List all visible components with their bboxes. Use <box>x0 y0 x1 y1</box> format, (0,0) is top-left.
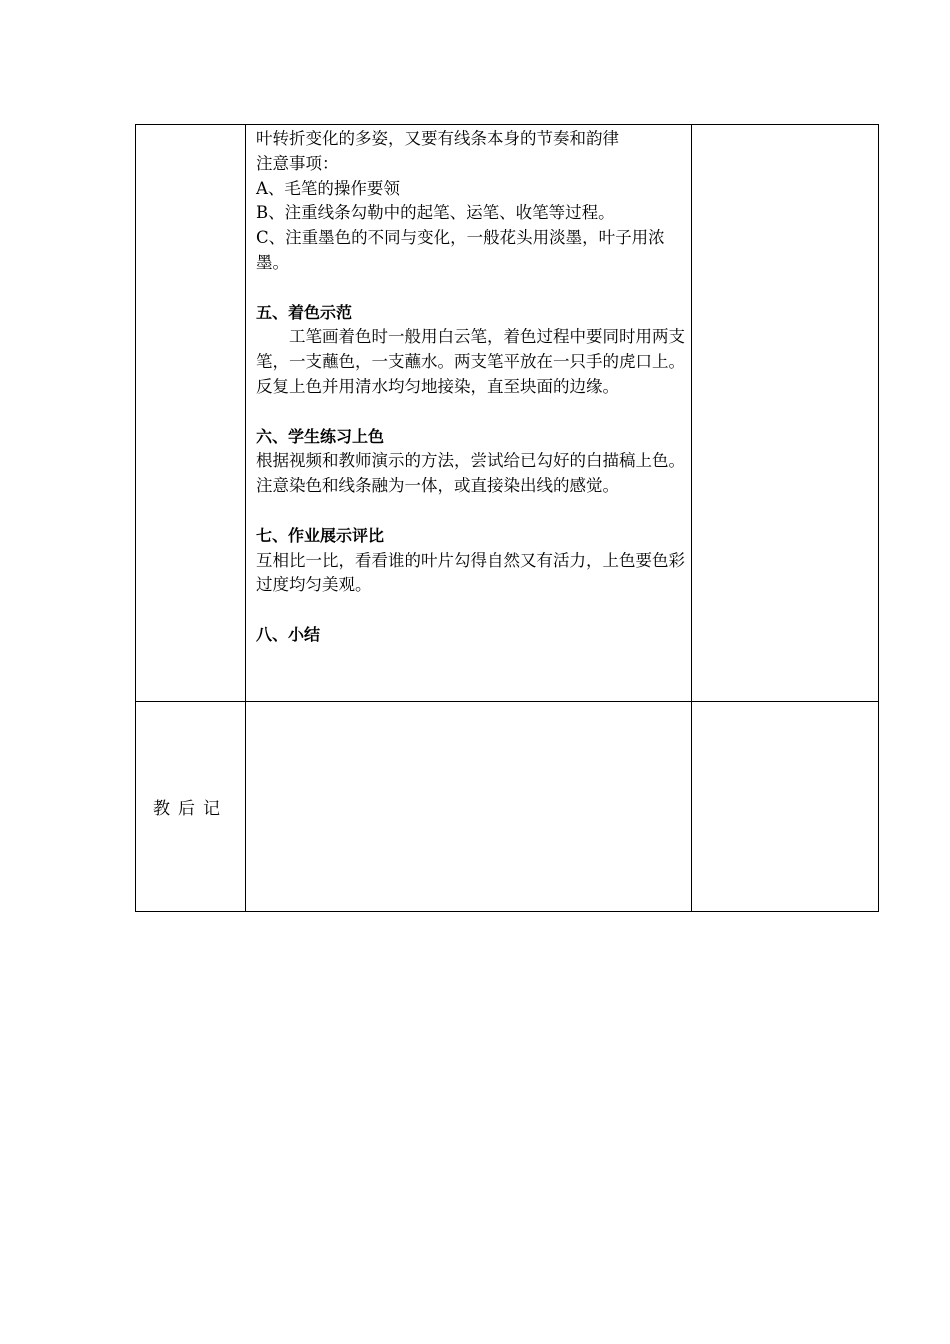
lesson-content-cell <box>246 125 692 702</box>
section-5-body: 工笔画着色时一般用白云笔，着色过程中要同时用两支笔，一支蘸色，一支蘸水。两支笔平放在一只手的虎口上。反复上色并用清水均匀地接染，直至块面的边缘。 <box>256 327 685 396</box>
content-row <box>136 125 879 702</box>
section-7-body: 互相比一比，看看谁的叶片勾得自然又有活力，上色要色彩过度均匀美观。 <box>256 550 685 595</box>
spacer <box>256 276 685 301</box>
note-b: B、注重线条勾勒中的起笔、运笔、收笔等过程。 <box>256 203 615 223</box>
continued-text: 叶转折变化的多姿，又要有线条本身的节奏和韵律 <box>256 129 619 148</box>
left-empty-cell <box>136 125 246 702</box>
notes-right-cell <box>692 702 879 912</box>
section-6-body: 根据视频和教师演示的方法，尝试给已勾好的白描稿上色。注意染色和线条融为一体，或直接染出线的感觉。 <box>256 451 685 496</box>
note-c: C、注重墨色的不同与变化，一般花头用淡墨，叶子用浓墨。 <box>256 228 665 272</box>
lesson-table <box>135 124 879 912</box>
note-a: A、毛笔的操作要领 <box>256 178 400 198</box>
section-8-title: 八、小结 <box>256 624 321 644</box>
spacer <box>256 499 685 524</box>
section-5-title: 五、着色示范 <box>256 302 353 322</box>
section-7-title: 七、作业展示评比 <box>256 525 385 545</box>
spacer <box>256 598 685 623</box>
notes-label-cell: 教后记 <box>136 702 246 912</box>
right-empty-cell <box>692 125 879 702</box>
notes-content-cell <box>246 702 692 912</box>
section-6-title: 六、学生练习上色 <box>256 426 385 446</box>
spacer <box>256 400 685 425</box>
notes-title: 注意事项： <box>256 153 339 173</box>
notes-row <box>136 702 879 912</box>
